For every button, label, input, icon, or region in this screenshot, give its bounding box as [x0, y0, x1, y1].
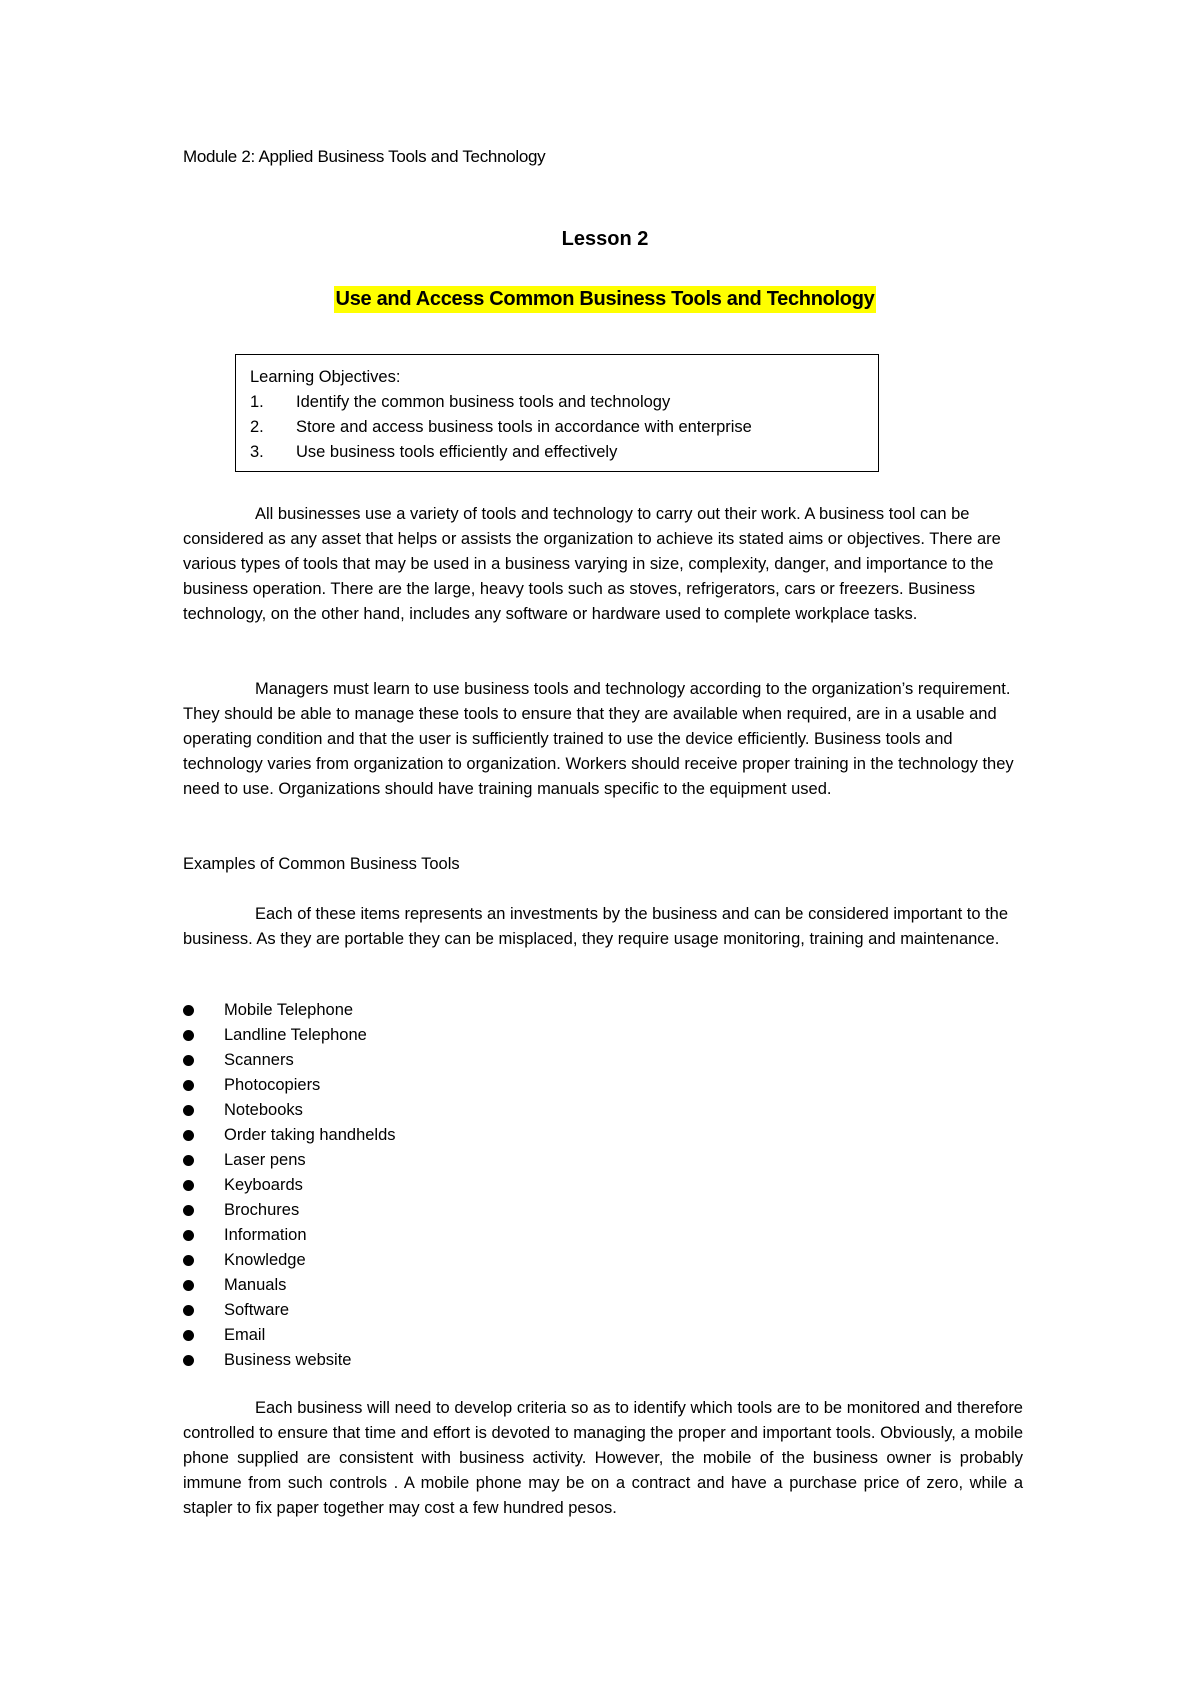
list-item-label: Knowledge	[224, 1251, 306, 1269]
objective-text: Store and access business tools in accordance with enterprise	[296, 418, 752, 436]
list-item	[183, 1198, 396, 1223]
objectives-heading: Learning Objectives:	[250, 368, 401, 386]
lesson-number: Lesson 2	[561, 228, 649, 250]
bullet-icon	[183, 1230, 194, 1241]
objective-text: Use business tools efficiently and effectively	[296, 443, 618, 461]
examples-intro-paragraph: Each of these items represents an investments by the business and can be considered important to the business. As they are portable they can be misplaced, they require usage monitoring, training and maintenance.	[183, 905, 1009, 948]
list-item	[183, 1048, 396, 1073]
bullet-icon	[183, 1005, 194, 1016]
list-item-label: Scanners	[224, 1051, 294, 1069]
bullet-icon	[183, 1155, 194, 1166]
list-item-label: Email	[224, 1326, 266, 1344]
list-item	[183, 1098, 396, 1123]
bullet-icon	[183, 1180, 194, 1191]
list-item-label: Manuals	[224, 1276, 287, 1294]
objective-item	[250, 390, 864, 415]
bullet-icon	[183, 1255, 194, 1266]
list-item-label: Software	[224, 1301, 290, 1319]
list-item	[183, 1173, 396, 1198]
list-item-label: Brochures	[224, 1201, 300, 1219]
bullet-icon	[183, 1105, 194, 1116]
bullet-icon	[183, 1280, 194, 1291]
list-item-label: Mobile Telephone	[224, 1001, 354, 1019]
bullet-icon	[183, 1130, 194, 1141]
bullet-icon	[183, 1205, 194, 1216]
list-item-label: Laser pens	[224, 1151, 306, 1169]
objective-item	[250, 440, 864, 465]
list-item-label: Notebooks	[224, 1101, 303, 1119]
bullet-icon	[183, 1030, 194, 1041]
list-item	[183, 1023, 396, 1048]
learning-objectives-box	[235, 354, 879, 472]
bullet-icon	[183, 1330, 194, 1341]
list-item	[183, 1273, 396, 1298]
list-item-label: Photocopiers	[224, 1076, 321, 1094]
list-item	[183, 1123, 396, 1148]
lesson-title: Use and Access Common Business Tools and Technology	[334, 286, 877, 313]
list-item-label: Order taking handhelds	[224, 1126, 396, 1144]
list-item	[183, 1248, 396, 1273]
bullet-icon	[183, 1355, 194, 1366]
examples-heading: Examples of Common Business Tools	[183, 855, 460, 873]
list-item	[183, 1298, 396, 1323]
bullet-icon	[183, 1055, 194, 1066]
managers-paragraph: Managers must learn to use business tools and technology according to the organization’s requirement. They should be able to manage these tools to ensure that they are available when required, are in a usable and operating condition and that the user is sufficiently trained to use the device efficiently. Business tools and technology varies from organization to organization. Workers should receive proper training in the technology they need to use. Organizations should have training manuals specific to the equipment used.	[183, 680, 1014, 798]
criteria-paragraph: Each business will need to develop criteria so as to identify which tools are to be monitored and therefore controlled to ensure that time and effort is devoted to managing the proper and important tools. Obviously, a mobile phone supplied are consistent with business activity. However, the mobile of the business owner is probably immune from such controls . A mobile phone may be on a contract and have a purchase price of zero, while a stapler to fix paper together may cost a few hundred pesos.	[183, 1399, 1023, 1517]
list-item	[183, 1223, 396, 1248]
tools-list	[183, 998, 396, 1373]
list-item	[183, 1073, 396, 1098]
list-item	[183, 1148, 396, 1173]
list-item-label: Information	[224, 1226, 307, 1244]
list-item	[183, 998, 396, 1023]
list-item	[183, 1348, 396, 1373]
list-item-label: Keyboards	[224, 1176, 303, 1194]
intro-paragraph: All businesses use a variety of tools and technology to carry out their work. A business tool can be considered as any asset that helps or assists the organization to achieve its stated aims or objectives. There are various types of tools that may be used in a business varying in size, complexity, danger, and importance to the business operation. There are the large, heavy tools such as stoves, refrigerators, cars or freezers. Business technology, on the other hand, includes any software or hardware used to complete workplace tasks.	[183, 505, 1001, 623]
objective-text: Identify the common business tools and technology	[296, 393, 671, 411]
module-title: Module 2: Applied Business Tools and Technology	[183, 147, 546, 166]
list-item	[183, 1323, 396, 1348]
objective-number: 1.	[250, 393, 264, 411]
list-item-label: Landline Telephone	[224, 1026, 367, 1044]
list-item-label: Business website	[224, 1351, 352, 1369]
bullet-icon	[183, 1080, 194, 1091]
objective-number: 3.	[250, 443, 264, 461]
objective-number: 2.	[250, 418, 264, 436]
lesson-title-container	[0, 286, 1200, 313]
objective-item	[250, 415, 864, 440]
bullet-icon	[183, 1305, 194, 1316]
